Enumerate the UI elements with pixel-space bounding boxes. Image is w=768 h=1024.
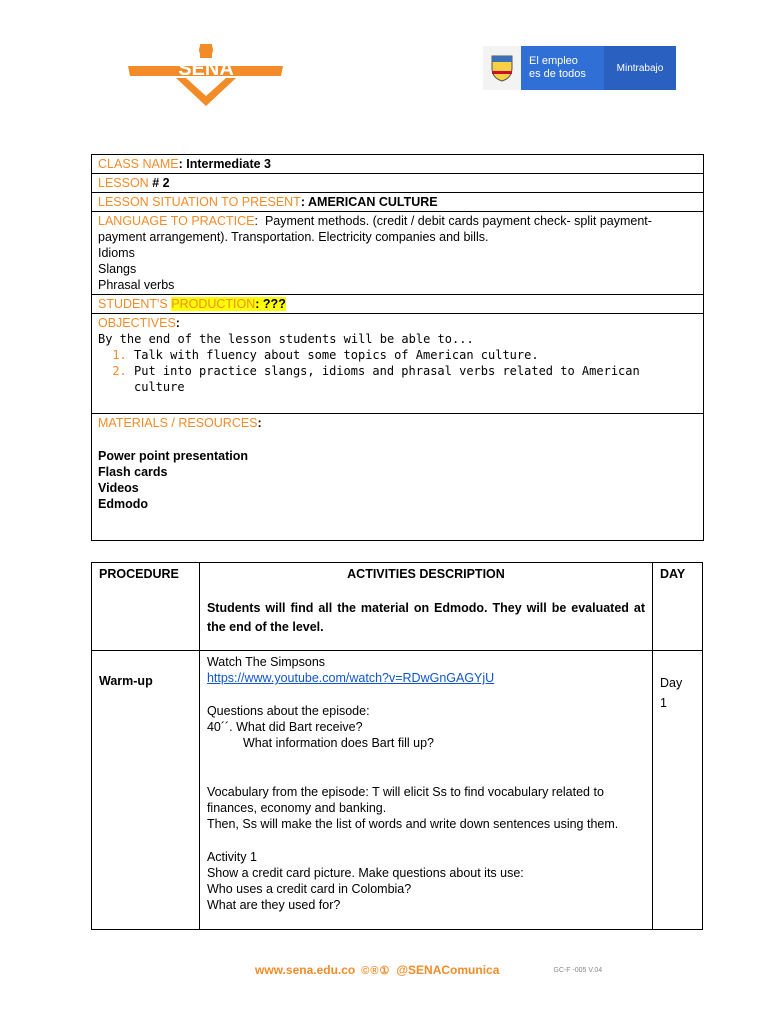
language-value: Payment methods. (credit / debit cards payment check- split payment- payment arrangement). Transportation. Electricity companies and bills.	[98, 214, 652, 244]
production-value: ???	[262, 297, 286, 311]
materials-row: MATERIALS / RESOURCES: Power point presentation Flash cards Videos Edmodo	[92, 414, 704, 541]
vocab-text: Vocabulary from the episode: T will elicit Ss to find vocabulary related to finances, economy and banking.	[206, 785, 604, 815]
gov-slogan-line1: El empleo	[529, 55, 578, 67]
ministry-label: Mintrabajo	[604, 46, 676, 90]
production-label-2: PRODUCTION	[171, 297, 256, 311]
class-name-value: Intermediate 3	[186, 157, 271, 171]
objective-item: 2. Put into practice slangs, idioms and phrasal verbs related to American culture	[134, 363, 697, 395]
warmup-row	[92, 651, 703, 930]
material-item: Flash cards	[98, 465, 168, 479]
question-1: 40´´. What did Bart receive?	[206, 720, 363, 734]
class-name-row: CLASS NAME: Intermediate 3	[92, 155, 704, 174]
language-item: Phrasal verbs	[98, 278, 175, 292]
footer-social: @SENAComunica	[396, 963, 500, 977]
objectives-label: OBJECTIVES	[98, 316, 176, 330]
day-header: DAY	[653, 563, 703, 651]
class-name-label: CLASS NAME	[98, 157, 179, 171]
day-value: 1	[660, 696, 667, 710]
activity-line: Who uses a credit card in Colombia?	[206, 882, 412, 896]
lesson-label: LESSON	[98, 176, 149, 190]
questions-title: Questions about the episode:	[206, 704, 370, 718]
language-row: LANGUAGE TO PRACTICE: Payment methods. (credit / debit cards payment check- split payment- payment arrangement). Transportation. Electricity companies and bills. Idioms Slangs Phrasal verbs	[92, 212, 704, 295]
language-item: Idioms	[98, 246, 135, 260]
document-code: GC-F -005 V.04	[553, 966, 603, 974]
footer-url: www.sena.edu.co	[255, 963, 356, 977]
situation-row: LESSON SITUATION TO PRESENT: AMERICAN CULTURE	[92, 193, 704, 212]
colombia-shield-icon	[483, 46, 521, 90]
sena-logo-graphic	[118, 44, 293, 114]
question-2: What information does Bart fill up?	[242, 736, 435, 750]
production-row: STUDENT'S PRODUCTION: ???	[92, 295, 704, 314]
sena-logo-text: SENA	[178, 58, 234, 80]
situation-value: AMERICAN CULTURE	[308, 195, 438, 209]
language-item: Slangs	[98, 262, 137, 276]
warmup-label: Warm-up	[92, 651, 200, 930]
language-label: LANGUAGE TO PRACTICE	[98, 214, 255, 228]
day-label: Day	[660, 676, 683, 690]
procedure-intro: Students will find all the material on Edmodo. They will be evaluated at the end of the level.	[206, 601, 646, 634]
youtube-link[interactable]: https://www.youtube.com/watch?v=RDwGnGAGYjU	[206, 671, 495, 685]
procedure-table	[91, 562, 703, 930]
gov-slogan	[521, 46, 604, 90]
lesson-value: # 2	[152, 176, 170, 190]
procedure-header: PROCEDURE	[92, 563, 200, 651]
material-item: Videos	[98, 481, 139, 495]
activity-line: What are they used for?	[206, 898, 341, 912]
activity-title: Activity 1	[206, 850, 257, 864]
gov-slogan-line2: es de todos	[529, 68, 586, 80]
procedure-header-row	[92, 563, 703, 651]
activity-line: Show a credit card picture. Make questions about its use:	[206, 866, 524, 880]
objectives-list	[98, 347, 697, 395]
lesson-info-table	[91, 154, 704, 541]
watch-text: Watch The Simpsons	[206, 655, 326, 669]
creative-commons-icon: ©®①	[361, 964, 391, 977]
lesson-row	[92, 174, 704, 193]
then-text: Then, Ss will make the list of words and write down sentences using them.	[206, 817, 619, 831]
activities-header: ACTIVITIES DESCRIPTION	[347, 567, 505, 581]
sena-logo	[118, 44, 293, 114]
production-label-1: STUDENT'S	[98, 297, 168, 311]
footer	[255, 963, 602, 977]
material-item: Power point presentation	[98, 449, 249, 463]
objectives-row: OBJECTIVES: By the end of the lesson students will be able to... 1. Talk with fluency about some topics of American culture. 2. Put into practice slangs, idioms and phrasal verbs related to American culture	[92, 314, 704, 414]
gov-logo	[483, 46, 676, 90]
objective-item: 1. Talk with fluency about some topics of American culture.	[134, 347, 697, 363]
objectives-intro: By the end of the lesson students will be able to...	[98, 332, 474, 346]
materials-label: MATERIALS / RESOURCES	[98, 416, 258, 430]
situation-label: LESSON SITUATION TO PRESENT	[98, 195, 301, 209]
material-item: Edmodo	[98, 497, 148, 511]
